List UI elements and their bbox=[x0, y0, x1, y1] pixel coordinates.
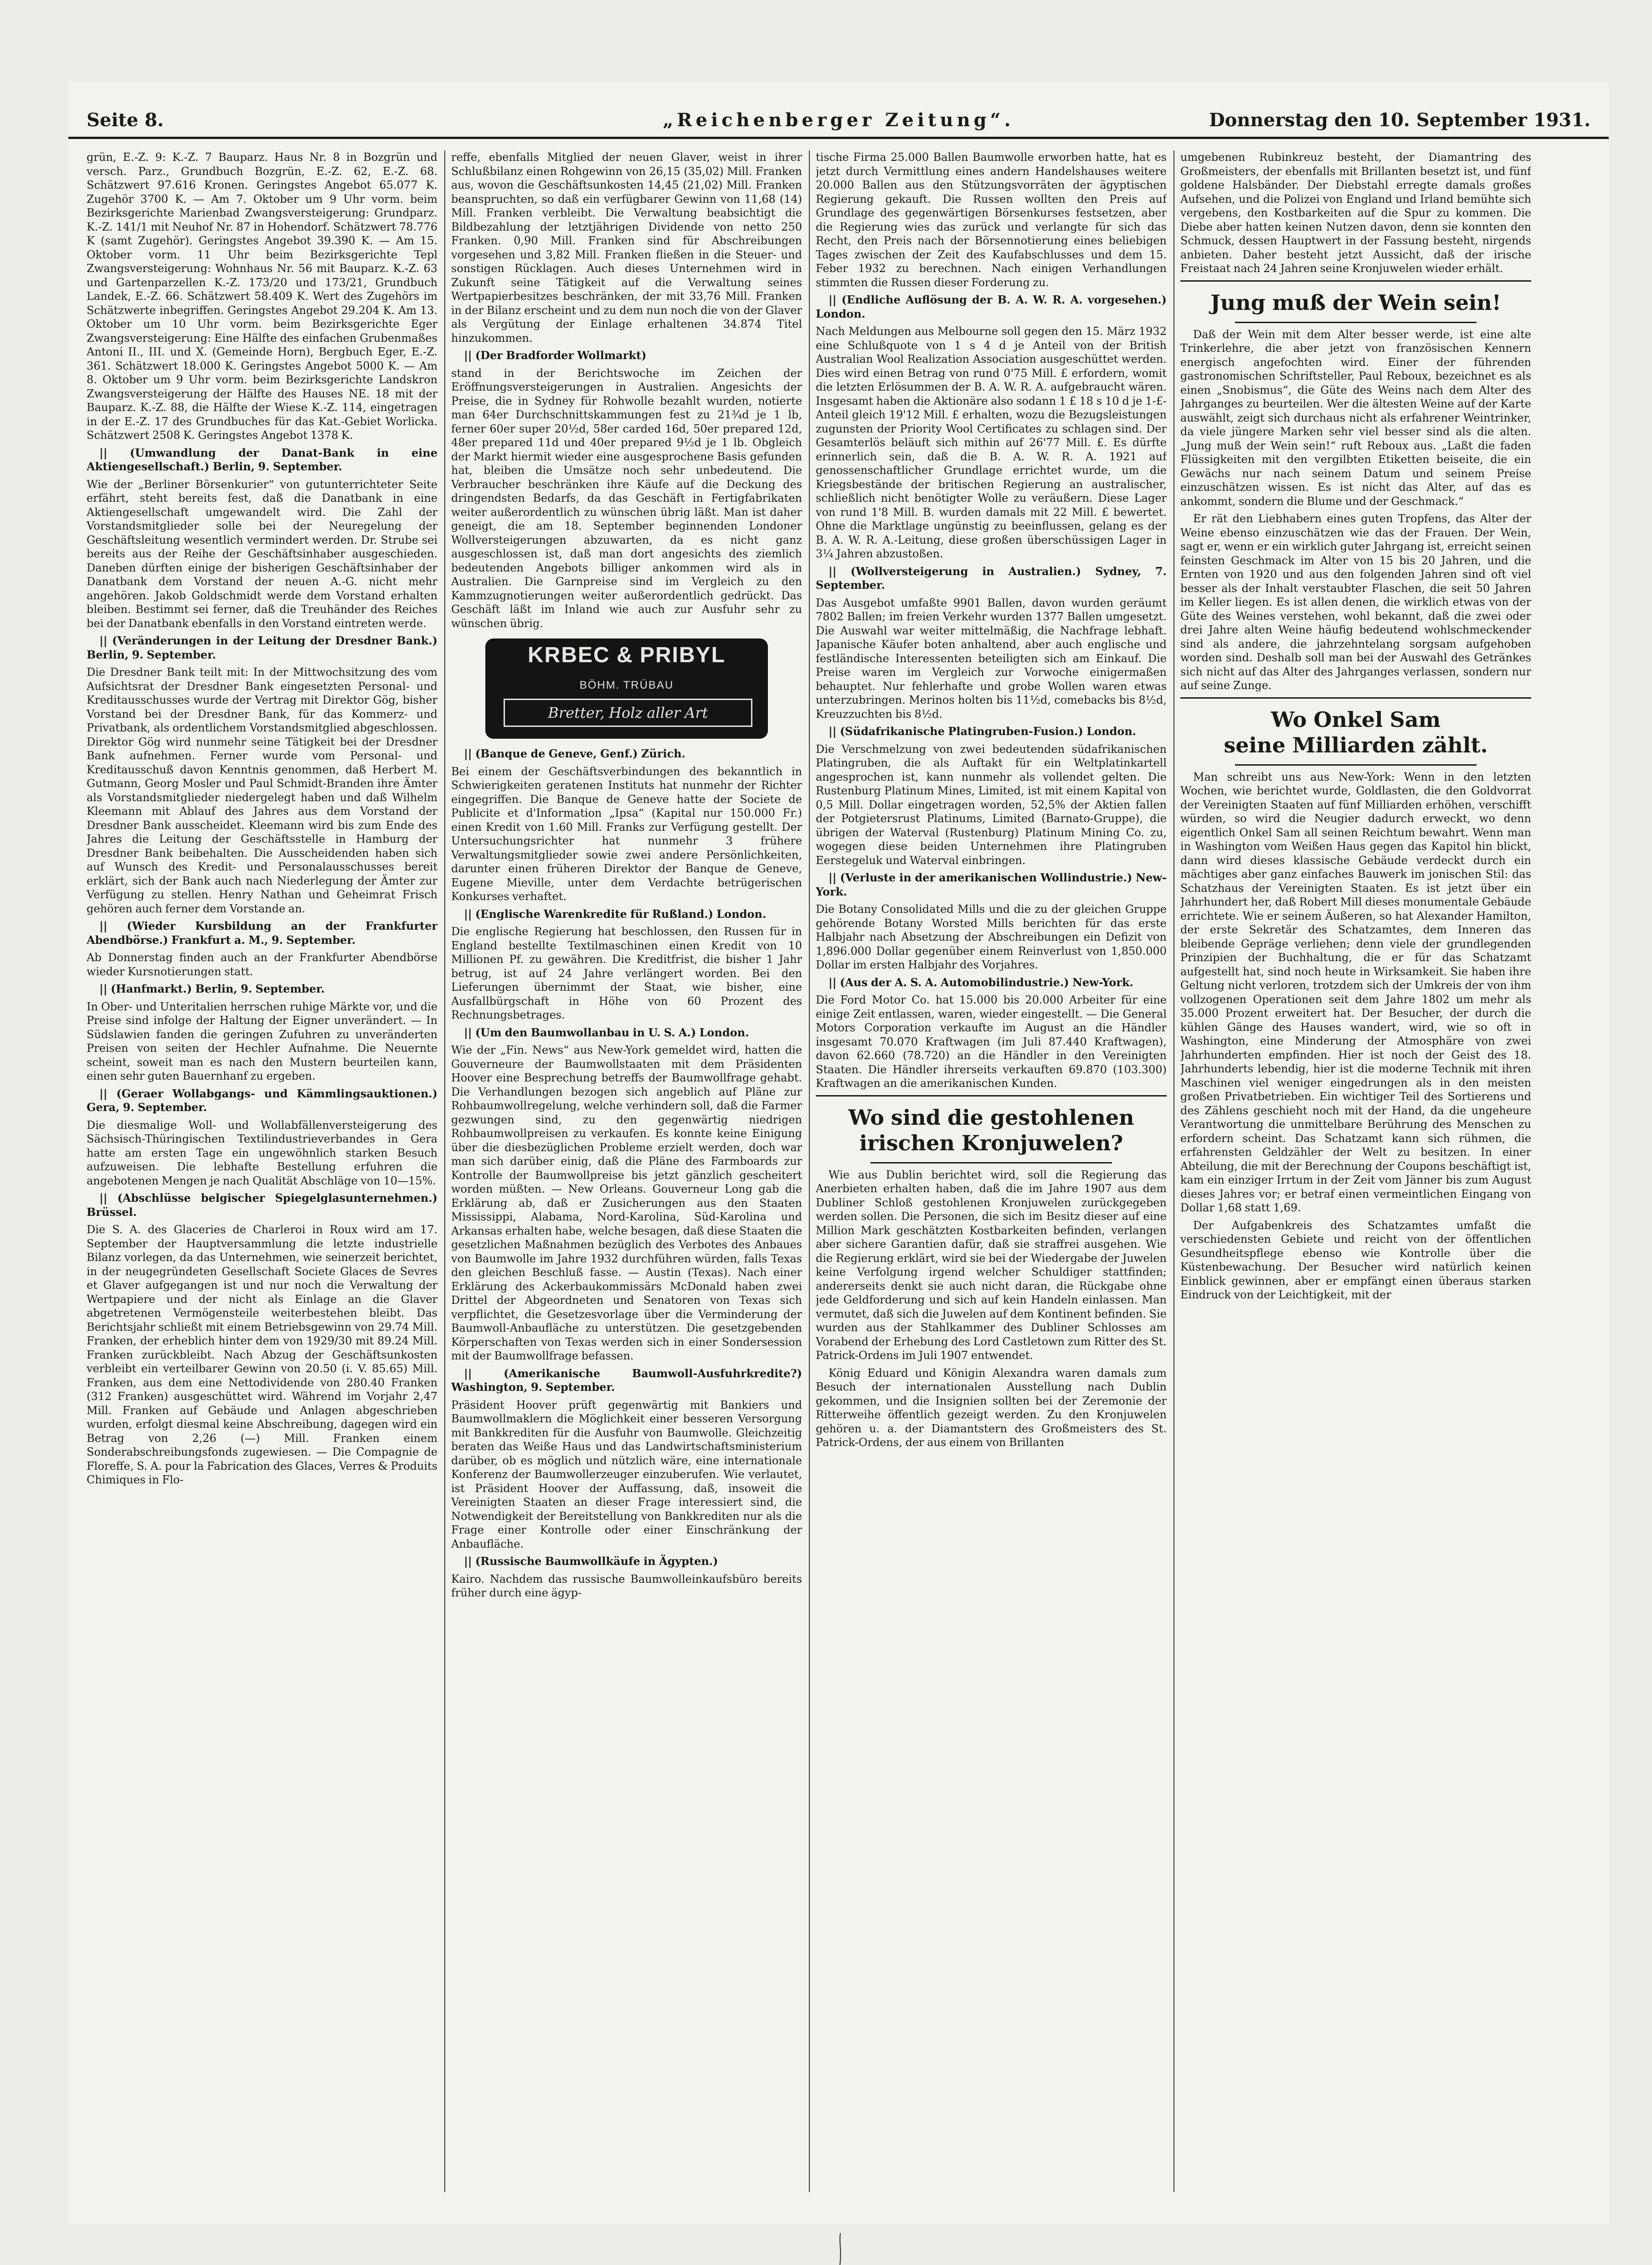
column-rule bbox=[444, 150, 445, 2192]
section-divider bbox=[816, 1095, 1167, 1096]
article-text: Daß der Wein mit dem Alter besser werde, ist eine alte Trinkerlehre, die aber jetzt von französischen Kennern energisch angefochten wird. Einer der führenden gastronomischen Schriftsteller, Paul Reboux, bezeichnet es als einen „Snobismus“, die Güte des Weins nach dem Alter des Jahrganges zu beurteilen. Wer die ältesten Weine auf der Karte auswählt, zeigt sich durchaus nicht als erfahrener Weintrinker, da viele jüngere Marken sehr viel besser sind als die alten. „Jung muß der Wein sein!“ ruft Reboux aus. „Laßt die faden Flüssigkeiten mit den vergilbten Etiketten beiseite, die ein Gewächs nur nach seinem Datum und seinem Preise einzuschätzen wissen. Es ist nicht das Alter, auf das es ankommt, sondern die Blume und der Geschmack.“ bbox=[1180, 328, 1531, 508]
column-rule bbox=[1173, 150, 1174, 2192]
article-text: Das Ausgebot umfaßte 9901 Ballen, davon wurden geräumt 7802 Ballen; im freien Verkehr wurden 1377 Ballen umgesetzt. Die Auswahl war weiter mittelmäßig, die Nachfrage lebhaft. Japanische Käufer boten anhaltend, aber auch englische und festländische Interessenten beteiligten sich am Einkauf. Die Preise waren im Vergleich zur Vorwoche einigermaßen behauptet. Nur fehlerhafte und grobe Wollen waren etwas unterzubringen. Merinos holten bis 11½d, comebacks bis 8½d, Kreuzzuchten bis 8½d. bbox=[816, 596, 1167, 721]
article-text: Ab Donnerstag finden auch an der Frankfurter Abendbörse wieder Kursnotierungen statt. bbox=[87, 951, 437, 978]
headline-rule bbox=[1235, 764, 1477, 766]
article-heading: || (Banque de Geneve, Genf.) Zürich. bbox=[464, 747, 686, 760]
article-heading: || (Wollversteigerung in Australien.) Sydney, 7. September. bbox=[816, 564, 1167, 592]
article-heading: || (Wieder Kursbildung an der Frankfurter Abendbörse.) Frankfurt a. M., 9. September. bbox=[87, 919, 437, 947]
headline-wein: Jung muß der Wein sein! bbox=[1210, 290, 1501, 315]
headline-kronjuwelen: Wo sind die gestohlenen irischen Kronjuwelen? bbox=[848, 1105, 1134, 1155]
article-text: Wie aus Dublin berichtet wird, soll die Regierung das Anerbieten erhalten haben, daß die im Jahre 1907 aus dem Dubliner Schloß gestohlenen Kronjuwelen zurückgegeben werden sollen. Die Personen, die sich im Besitz dieser auf eine Million Mark geschätzten Kostbarkeiten befinden, verlangen aber sichere Garantien dafür, daß sie straffrei ausgehen. Wie die Regierung erklärt, wird sie bei der Wiedergabe der Juwelen keine Verfolgung irgend welcher Schuldiger stattfinden; andererseits denkt sie auch nicht daran, die Rückgabe ohne jede Geldforderung und sich auf kein Handeln einlassen. Man vermutet, daß sich die Juwelen auf dem Kontinent befinden. Sie wurden aus der Stahlkammer des Dubliner Schlosses am Vorabend der Erhebung des Lord Castletown zum Ritter des St. Patrick-Ordens im Juli 1907 entwendet. bbox=[816, 1168, 1167, 1362]
issue-date: Donnerstag den 10. September 1931. bbox=[1209, 109, 1590, 131]
article-heading: || (Englische Warenkredite für Rußland.) London. bbox=[464, 907, 767, 921]
section-divider bbox=[1180, 280, 1531, 282]
article-text: Bei einem der Geschäftsverbindungen des bekanntlich in Schwierigkeiten geratenen Instituts hat nunmehr der Richter eingegriffen. Die Banque de Geneve hatte der Societe de Publicite et d'Information „Ipsa“ (Kapital nur 150.000 Fr.) einen Kredit von 1.60 Mill. Franks zur Verfügung gestellt. Der Untersuchungsrichter hat nunmehr 3 frühere Verwaltungsmitglieder sowie zwei andere Persönlichkeiten, darunter einen früheren Direktor der Banque de Geneve, Eugene Mieville, unter dem Verdachte betrügerischen Konkurses verhaftet. bbox=[451, 765, 802, 903]
article-text: stand in der Berichtswoche im Zeichen der Eröffnungsversteigerungen in Australien. Angesichts der Preise, die in Sydney für Rohwolle bezahlt wurden, notierte man 64er Durchschnittskammungen fest zu 21¾d je 1 lb, ferner 60er super 20½d, 58er carded 16d, 50er prepared 12d, 48er prepared 11d und 40er prepared 9½d je 1 lb. Obgleich der Markt hiermit wieder eine ausgesprochene Basis gefunden hat, bleiben die Umsätze noch sehr unbedeutend. Die Verbraucher beschränken ihre Käufe auf die Deckung des dringendsten Bedarfs, da das Geschäft in Fertigfabrikaten weiter außerordentlich zu wünschen übrig läßt. Man ist daher geneigt, die am 18. September beginnenden Londoner Wollversteigerungen abzuwarten, da es nicht ganz ausgeschlossen ist, daß man dort angesichts des ziemlich bedeutenden Angebots billiger ankommen wird als in Australien. Die Garnpreise sind im Vergleich zu den Kammzugnotierungen weiter außerordentlich gedrückt. Das Geschäft läßt im Inland wie auch zur Ausfuhr sehr zu wünschen übrig. bbox=[451, 366, 802, 630]
article-heading: || (Der Bradforder Wollmarkt) bbox=[464, 349, 647, 362]
article-text: Man schreibt uns aus New-York: Wenn in den letzten Wochen, wie berichtet wurde, Goldlasten, die den Goldvorrat der Vereinigten Staaten auf fünf Milliarden erhöhen, verschifft würden, so wird die Neugier dadurch erweckt, wo denn eigentlich Onkel Sam all seinen Reichtum bewahrt. Wenn man in Washington vom Weißen Haus gegen das Kapitol hin blickt, dann wird dieses klassische Gebäude verdeckt durch ein mächtiges aber ganz einfaches Bauwerk im jonischen Stil: das Schatzhaus der Vereinigten Staaten. Es ist jetzt über ein Jahrhundert her, daß Robert Mill dieses monumentale Gebäude errichtete. Wie er seinem Äußeren, so hat Alexander Hamilton, der erste Sekretär des Schatzamtes, dem Inneren das bleibende Gepräge verliehen; denn viele der grundlegenden Prinzipien der Buchhaltung, die er für das Schatzamt aufgestellt hat, sind noch heute in Wirksamkeit. Sie haben ihre Geltung nicht verloren, trotzdem sich der Umkreis der von ihm vollzogenen Operationen seit dem Jahre 1802 um mehr als 35.000 Prozent erweitert hat. Der Besucher, der durch die kühlen Gänge des Hauses wandert, wird, wie so oft in Washington, eine Minderung der Atmosphäre von zwei Jahrhunderten empfinden. Hier ist noch der Geist des 18. Jahrhunderts lebendig, hier ist die moderne Technik mit ihren Maschinen viel weniger eingedrungen als in den meisten großen Privatbetrieben. Ein wichtiger Teil des Sortierens und des Zählens geschieht noch mit der Hand, da die ungeheure Verantwortung die unmittelbare Berührung des Menschen zu erfordern scheint. Das Schatzamt kann sich rühmen, die erfahrensten Geldzähler der Welt zu besitzen. In einer Abteilung, die mit der Berechnung der Coupons beschäftigt ist, kam ein einziger Irrtum in der Zeit vom Jänner bis zum August dieses Jahres vor; er betraf einen vermeintlichen Eingang von Dollar 1,68 statt 1,69. bbox=[1180, 770, 1531, 1214]
column-1 bbox=[87, 150, 437, 2192]
article-text: Präsident Hoover prüft gegenwärtig mit Bankiers und Baumwollmaklern die Möglichkeit einer besseren Versorgung mit Bankkrediten für die Ausfuhr von Baumwolle. Gleichzeitig beraten das Weiße Haus und das Landwirtschaftsministerium darüber, ob es möglich und nützlich wäre, eine internationale Konferenz der Baumwollerzeuger einzuberufen. Wie verlautet, ist Präsident Hoover der Auffassung, daß, insoweit die Vereinigten Staaten an dieser Frage interessiert sind, die Notwendigkeit der Bereitstellung von Bankkrediten nur als die Frage einer Kontrolle oder einer Einschränkung der Anbaufläche. bbox=[451, 1398, 802, 1550]
article-heading: || (Abschlüsse belgischer Spiegelglasunternehmen.) Brüssel. bbox=[87, 1191, 437, 1219]
article-text: Die Ford Motor Co. hat 15.000 bis 20.000 Arbeiter für eine einige Zeit entlassen, waren, wieder eingestellt. — Die General Motors Corporation verkaufte im August an die Händler insgesamt 70.070 Kraftwagen (im Juli 87.440 Kraftwagen), davon 62.660 (78.720) an die Händler in den Vereinigten Staaten. Die Händler ihrerseits verkauften 69.870 (103.300) Kraftwagen an die amerikanischen Kunden. bbox=[816, 994, 1167, 1090]
article-heading: || (Amerikanische Baumwoll-Ausfuhrkredite?) Washington, 9. September. bbox=[451, 1366, 802, 1394]
article-heading: || (Umwandlung der Danat-Bank in eine Aktiengesellschaft.) Berlin, 9. September. bbox=[87, 446, 437, 473]
column-2 bbox=[451, 150, 802, 2192]
article-heading: || (Russische Baumwollkäufe in Ägypten.) bbox=[464, 1555, 718, 1568]
article-heading: || (Südafrikanische Platingruben-Fusion.) London. bbox=[829, 725, 1137, 738]
article-heading: || (Um den Baumwollanbau in U. S. A.) London. bbox=[464, 1025, 749, 1039]
article-heading: || (Geraer Wollabgangs- und Kämmlingsauktionen.) Gera, 9. September. bbox=[87, 1086, 437, 1114]
article-heading: || (Veränderungen in der Leitung der Dresdner Bank.) Berlin, 9. September. bbox=[87, 634, 437, 661]
margin-mark bbox=[839, 2233, 842, 2265]
column-rule bbox=[809, 150, 810, 2192]
headline-rule bbox=[1235, 322, 1477, 323]
article-text: umgebenen Rubinkreuz besteht, der Diamantring des Großmeisters, der ebenfalls mit Brillanten besetzt ist, und fünf goldene Halsbänder. Der Diebstahl erregte damals großes Aufsehen, und die Polizei von England und Irland bemühte sich vergebens, den Kostbarkeiten auf die Spur zu kommen. Die Diebe aber hatten keinen Nutzen davon, denn sie konnten den Schmuck, dessen Hauptwert in der Fassung besteht, nirgends anbieten. Daher besteht jetzt Aussicht, daß der irische Freistaat nach 24 Jahren seine Kronjuwelen wieder erhält. bbox=[1180, 151, 1531, 275]
column-4 bbox=[1180, 150, 1531, 2192]
page-number: Seite 8. bbox=[87, 109, 164, 131]
ad-company: KRBEC & PRIBYL bbox=[527, 643, 726, 667]
article-text: reffe, ebenfalls Mitglied der neuen Glaver, weist in ihrer Schlußbilanz einen Rohgewinn von 26,15 (35,02) Mill. Franken aus, wovon die Geschäftsunkosten 14,45 (21,02) Mill. Franken beanspruchten, so daß ein verfügbarer Gewinn von 11,68 (14) Mill. Franken verbleibt. Die Verwaltung beabsichtigt die Bildbezahlung der letztjährigen Dividende von netto 250 Franken. 0,90 Mill. Franken sind für Abschreibungen vorgesehen und 3,82 Mill. Franken fließen in die Steuer- und sonstigen Rücklagen. Auch dieses Unternehmen wird in Zukunft seine Tätigkeit auf die Verwaltung seines Wertpapierbesitzes beschränken, der mit 33,76 Mill. Franken in der Bilanz erscheint und zu dem nun noch die von der Glaver als Vergütung der Einlage erhaltenen 34.874 Titel hinzukommen. bbox=[451, 151, 802, 345]
article-text: Die englische Regierung hat beschlossen, den Russen für in England bestellte Textilmaschinen einen Kredit von 10 Millionen Pf. zu gewähren. Die Kreditfrist, die bisher 1 Jahr betrug, ist auf 24 Jahre verlängert worden. Bei den Lieferungen übernimmt der Staat, wie bisher, eine Ausfallbürgschaft in Höhe von 60 Prozent des Rechnungsbetrages. bbox=[451, 925, 802, 1021]
article-text: Kairo. Nachdem das russische Baumwolleinkaufsbüro bereits früher durch eine ägyp- bbox=[451, 1572, 802, 1599]
article-heading: || (Endliche Auflösung der B. A. W. R. A. vorgesehen.) London. bbox=[816, 293, 1167, 320]
ad-slogan: Bretter, Holz aller Art bbox=[504, 699, 752, 727]
headline-rule bbox=[870, 1162, 1112, 1163]
article-text: Die Dresdner Bank teilt mit: In der Mittwochsitzung des vom Aufsichtsrat der Dresdner Bank eingesetzten Personal- und Kreditausschusses wurde der Vertrag mit Direktor Gög, bisher Vorstand bei der Dresdner Bank, für das Kommerz- und Privatbank, als ordentlichem Vorstandsmitglied abgeschlossen. Direktor Gög wird nunmehr seine Tätigkeit bei der Dresdner Bank aufnehmen. Ferner wurde vom Personal- und Kreditausschuß davon Kenntnis genommen, daß Herbert M. Gutmann, Georg Mosler und Paul Schmidt-Branden ihre Ämter als Vorstandsmitglieder niedergelegt haben und daß Wilhelm Kleemann mit Ablauf des Jahres aus dem Vorstand der Dresdner Bank ausscheidet. Kleemann wird bis zum Ende des Jahres die Leitung der Geschäftsstelle in Hamburg der Dresdner Bank beibehalten. Die Ausscheidenden haben sich auf Wunsch des Kredit- und Personalausschusses bereit erklärt, sich der Bank auch nach Niederlegung der Ämter zur Verfügung zu stellen. Henry Nathan und Geheimrat Frisch gehören auch ferner dem Vorstande an. bbox=[87, 666, 437, 915]
article-text: Die S. A. des Glaceries de Charleroi in Roux wird am 17. September der Hauptversammlung die letzte industrielle Bilanz vorlegen, da das Unternehmen, wie seinerzeit berichtet, in der neugegründeten Gesellschaft Societe Glaces de Sevres et Glaver aufgegangen ist und nur noch die Verwaltung der Wertpapiere und der nicht als Einlage an die Glaver abgetretenen Vermögensteile weiterbestehen bleibt. Das Berichtsjahr schließt mit einem Betriebsgewinn von 29.74 Mill. Franken, der erheblich hinter dem von 1929/30 mit 89.24 Mill. Franken zurückbleibt. Nach Abzug der Geschäftsunkosten verbleibt ein verteilbarer Gewinn von 20.50 (i. V. 85.65) Mill. Franken, aus dem eine Nettodividende von 280.40 Franken (312 Franken) ausgeschüttet wird. Während im Vorjahr 2,47 Mill. Franken auf Gebäude und Anlagen abgeschrieben wurden, erfolgt diesmal keine Abschreibung, dagegen wird ein Betrag von 2,26 (—) Mill. Franken einem Sonderabschreibungsfonds zugewiesen. — Die Compagnie de Floreffe, S. A. pour la Fabrication des Glaces, Verres & Produits Chimiques in Flo- bbox=[87, 1223, 437, 1486]
section-divider bbox=[1180, 697, 1531, 699]
column-3 bbox=[816, 150, 1167, 2192]
article-heading: || (Aus der A. S. A. Automobilindustrie.) New-York. bbox=[829, 975, 1133, 989]
article-heading: || (Hanfmarkt.) Berlin, 9. September. bbox=[99, 982, 325, 995]
headline-onkel-sam bbox=[1180, 707, 1531, 758]
article-text: König Eduard und Königin Alexandra waren damals zum Besuch der internationalen Ausstellung nach Dublin gekommen, und die Insignien sollten bei der Zeremonie der Ritterweihe öffentlich gezeigt werden. Zu den Kronjuwelen gehören u. a. der Diamantstern des Großmeisters des St. Patrick-Ordens, der aus einem von Brillanten bbox=[816, 1366, 1167, 1449]
article-heading: || (Verluste in der amerikanischen Wollindustrie.) New-York. bbox=[816, 871, 1167, 898]
headline-line-1: Wo Onkel Sam bbox=[1271, 707, 1441, 732]
headline-line-2: seine Milliarden zählt. bbox=[1224, 732, 1488, 757]
article-text: Wie der „Fin. News“ aus New-York gemeldet wird, hatten die Gouverneure der Baumwollstaaten mit dem Präsidenten Hoover eine Besprechung betreffs der Baumwollfrage gehabt. Die Verhandlungen bezogen sich angeblich auf Pläne zur Rohbaumwollregelung, welche verhindern soll, daß die Farmer gezwungen sind, zu den gegenwärtig niedrigen Rohbaumwollpreisen zu verkaufen. Es konnte keine Einigung über die diesbezüglichen Probleme erzielt werden, doch war man sich darüber einig, daß die Pläne des Farmboards zur Kontrolle der Baumwollpreise bis jetzt gänzlich gescheitert worden müßten. — New Orleans. Gouverneur Long gab die Erklärung ab, daß er Zusicherungen aus den Staaten Mississippi, Alabama, Nord-Karolina, Süd-Karolina und Arkansas erhalten habe, welche besagen, daß diese Staaten die gesetzlichen Maßnahmen bezüglich des Verbotes des Anbaues von Baumwolle im Jahre 1932 durchführen würden, falls Texas den gleichen Beschluß fasse. — Austin (Texas). Nach einer Erklärung des Ackerbaukommissärs McDonald haben zwei Drittel der Abgeordneten und Senatoren von Texas sich verpflichtet, die Gesetzesvorlage über die Verminderung der Baumwoll-Anbaufläche zu unterstützen. Die gesetzgebenden Körperschaften von Texas werden sich in einer Sondersession mit der Baumwollfrage befassen. bbox=[451, 1044, 802, 1362]
article-text: Wie der „Berliner Börsenkurier“ von gutunterrichteter Seite erfährt, steht bereits fest, daß die Danatbank in eine Aktiengesellschaft umgewandelt wird. Die Zahl der Vorstandsmitglieder solle bei der Neuregelung der Geschäftsleitung wesentlich vermindert werden. Dr. Strube sei bereits aus der Reihe der Geschäftsinhaber ausgeschieden. Daneben dürften einige der bisherigen Geschäftsinhaber der Danatbank dem Vorstand der neuen A.-G. nicht mehr angehören. Jakob Goldschmidt werde dem Vorstand erhalten bleiben. Bestimmt sei ferner, daß die Treuhänder des Reiches bei der Danatbank ebenfalls in den Vorstand eintreten werde. bbox=[87, 478, 437, 630]
article-text: Die diesmalige Woll- und Wollabfällenversteigerung des Sächsisch-Thüringischen Textilindustrieverbandes in Gera hatte am ersten Tage ein ungewöhnlich starken Besuch aufzuweisen. Die lebhafte Bestellung erfuhren die angebotenen Mengen je nach Qualität Abschläge von 10—15%. bbox=[87, 1118, 437, 1187]
article-text: Die Verschmelzung von zwei bedeutenden südafrikanischen Platingruben, die als Auftakt für ein Weltplatinkartell angesprochen ist, kann nunmehr als vollendet gelten. Die Rustenburg Platinum Mines, Limited, ist mit einem Kapital von 0,5 Mill. Dollar eingetragen worden, 52,5% der Aktien fallen der Potgietersrust Platinums, Limited (Barnato-Gruppe), die übrigen der Waterval (Rustenburg) Platinum Mining Co. zu, wogegen diese beiden Unternehmen ihre Platingruben Eerstegeluk und Waterval einbringen. bbox=[816, 742, 1167, 867]
article-text: tische Firma 25.000 Ballen Baumwolle erworben hatte, hat es jetzt durch Vermittlung eines andern Handelshauses weitere 20.000 Ballen aus den Stützungsvorräten der ägyptischen Regierung gekauft. Die Russen wollten den Preis auf Grundlage des gegenwärtigen Börsenkurses festsetzen, aber die Regierung wies das zurück und verlangte für sich das Recht, den Preis nach der Börsennotierung eines beliebigen Tages zwischen der Zeit des Kaufabschlusses und dem 15. Feber 1932 zu berechnen. Nach einigen Verhandlungen stimmten die Russen dieser Forderung zu. bbox=[816, 151, 1167, 289]
article-text: Nach Meldungen aus Melbourne soll gegen den 15. März 1932 eine Schlußquote von 1 s 4 d je Anteil von der British Australian Wool Realization Association ausgeschüttet werden. Dies wird einen Betrag von rund 0'75 Mill. £ erfordern, womit die letzten Erlösummen der B. A. W. R. A. aufgebraucht wären. Insgesamt haben die Aktionäre also sodann 1 £ 18 s 10 d je 1-£-Anteil gleich 19'12 Mill. £ erhalten, wozu die Bezugsleistungen zugunsten der Priority Wool Certificates zu schlagen sind. Der Gesamterlös beläuft sich mithin auf 26'77 Mill. £. Es dürfte erinnerlich sein, daß die B. A. W. R. A. 1921 auf genossenschaftlicher Grundlage errichtet wurde, um die Kriegsbestände der britischen Regierung an australischer, schließlich nicht benötigter Wolle zu veräußern. Diese Lager von rund 1'8 Mill. B. wurden damals mit 22 Mill. £ bewertet. Ohne die Marktlage ungünstig zu beeinflussen, gelang es der B. A. W. R. A.-Leitung, diese großen überschüssigen Lager in 3¼ Jahren abzustoßen. bbox=[816, 325, 1167, 560]
advertisement bbox=[485, 638, 768, 739]
masthead: „Reichenberger Zeitung“. bbox=[663, 109, 1014, 131]
article-text: grün, E.-Z. 9: K.-Z. 7 Bauparz. Haus Nr. 8 in Bozgrün und versch. Parz., Grundbuch Bozgrün, E.-Z. 62, E.-Z. 68. Schätzwert 97.616 Kronen. Geringstes Angebot 65.077 K. Zugehör 3700 K. — Am 7. Oktober um 9 Uhr vorm. beim Bezirksgerichte Marienbad Zwangsversteigerung: Grundparz. K.-Z. 141/1 mit Neuhof Nr. 87 in Hohendorf. Schätzwert 78.776 K (samt Zugehör). Geringstes Angebot 39.390 K. — Am 15. Oktober vorm. 11 Uhr beim Bezirksgerichte Tepl Zwangsversteigerung: Wohnhaus Nr. 56 mit Bauparz. K.-Z. 63 und Gartenparzellen K.-Z. 173/20 und 173/21, Grundbuch Landek, E.-Z. 66. Schätzwert 58.409 K. Wert des Zugehörs im Schätzwerte inbegriffen. Geringstes Angebot 29.204 K. Am 13. Oktober um 10 Uhr vorm. beim Bezirksgerichte Eger Zwangsversteigerung: Eine Hälfte des einfachen Grubenmaßes Antoni II., III. und X. (Gemeinde Horn), Bergbuch Eger, E.-Z. 361. Schätzwert 18.000 K. Geringstes Angebot 5000 K. — Am 8. Oktober um 9 Uhr vorm. beim Bezirksgerichte Landskron Zwangsversteigerung der Hälfte des Hauses NE. 18 mit der Bauparz. K.-Z. 88, die Hälfte der Wiese K.-Z. 114, eingetragen in der E.-Z. 17 des Grundbuches für das Kat.-Gebiet Worlicka. Schätzwert 2508 K. Geringstes Angebot 1378 K. bbox=[87, 151, 437, 442]
article-text: In Ober- und Unteritalien herrschen ruhige Märkte vor, und die Preise sind infolge der Haltung der Eigner unverändert. — In Südslawien fanden die geringen Zufuhren zu unveränderten Preisen von seiten der Hechler Aufnahme. Die Neuernte scheint, soweit man es nach den Mustern beurteilen kann, einen sehr guten Bauernhanf zu ergeben. bbox=[87, 1000, 437, 1082]
article-text: Er rät den Liebhabern eines guten Tropfens, das Alter der Weine ebenso einzuschätzen wie das der Frauen. Der Wein, sagt er, wenn er ein wirklich guter Jahrgang ist, erreicht seinen feinsten Geschmack im Alter von 15 bis 20 Jahren, und die Ernten von 1920 und aus den folgenden Jahren sind oft viel besser als der Inhalt verstaubter Flaschen, die seit 50 Jahren im Keller liegen. Es ist allen denen, die wirklich etwas von der Güte des Weines verstehen, wohl bekannt, daß die zwei oder drei Jahre alten Weine häufig bedeutend wohlschmeckender sind als andere, die jahrzehntelang sorgsam aufgehoben worden sind. Deshalb soll man bei der Auswahl des Getränkes sich nicht auf das Alter des Jahrganges verlassen, sondern nur auf seine Zunge. bbox=[1180, 512, 1531, 692]
ad-location: BÖHM. TRÜBAU bbox=[579, 679, 674, 691]
running-header bbox=[68, 82, 1609, 139]
newspaper-page bbox=[68, 82, 1609, 2224]
article-text: Die Botany Consolidated Mills und die zu der gleichen Gruppe gehörende Botany Worsted Mills berichten für das erste Halbjahr nach Absetzung der Abschreibungen ein Defizit von 1,896.000 Dollar gegenüber einem Reinverlust von 1,850.000 Dollar im ersten Halbjahr des Vorjahres. bbox=[816, 903, 1167, 971]
article-text: Der Aufgabenkreis des Schatzamtes umfaßt die verschiedensten Gebiete und reicht von der öffentlichen Gesundheitspflege ebenso wie Kontrolle über die Küstenbewachung. Der Besucher wird natürlich keinen Einblick gewinnen, aber er empfängt einen überaus starken Eindruck von der Leichtigkeit, mit der bbox=[1180, 1219, 1531, 1301]
